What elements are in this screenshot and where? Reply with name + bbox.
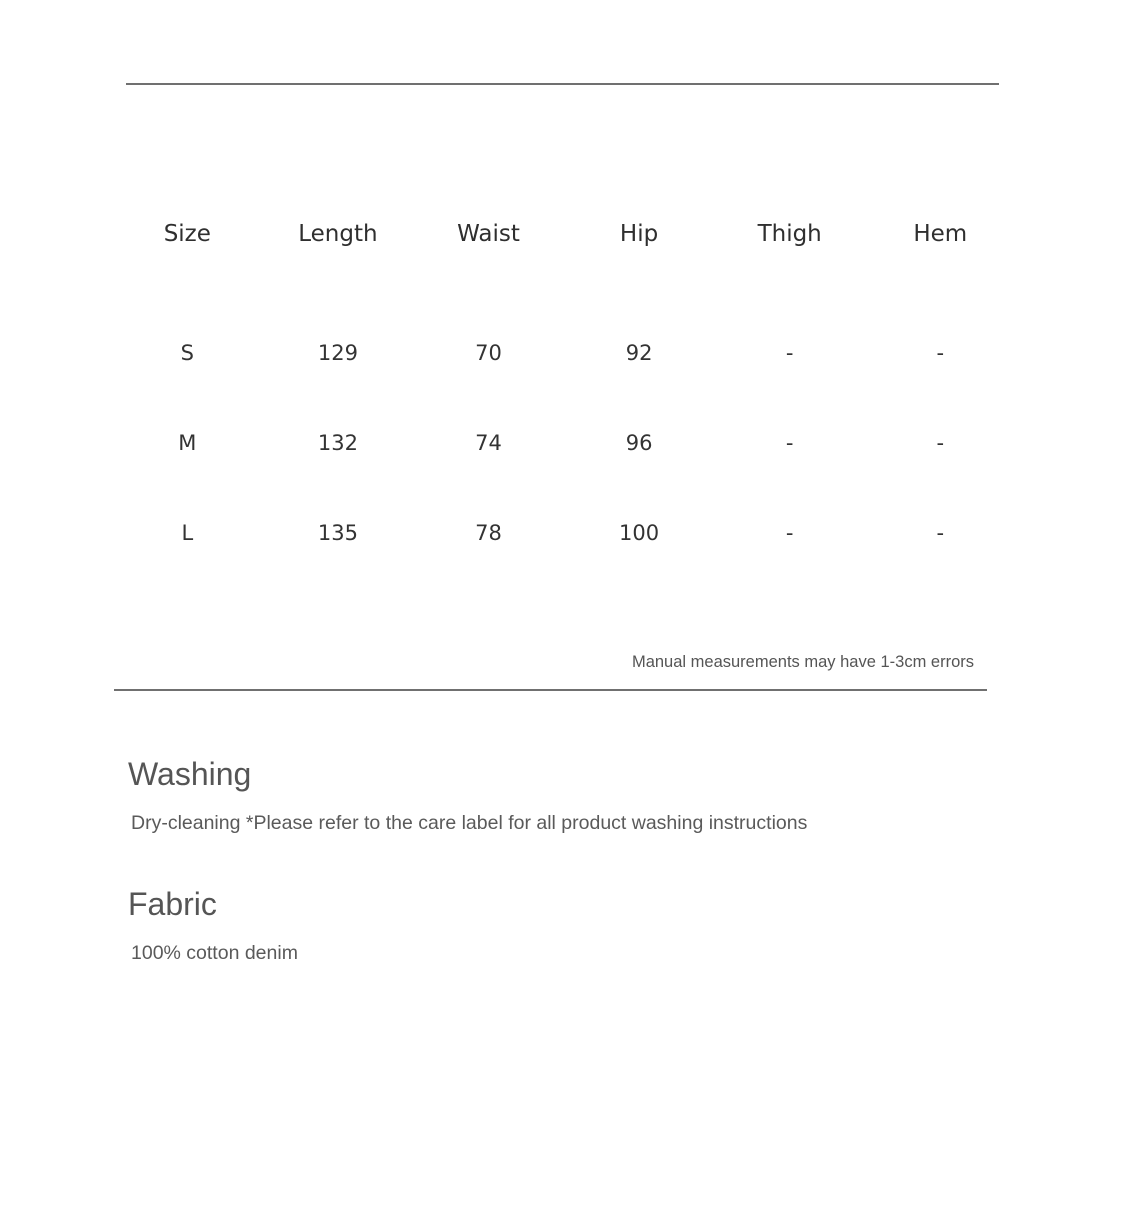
cell-length: 135: [317, 521, 358, 545]
fabric-title: Fabric: [128, 886, 217, 922]
top-divider: [126, 83, 999, 85]
cell-hem: -: [936, 341, 945, 365]
cell-waist: 74: [475, 431, 502, 455]
cell-size: M: [178, 431, 197, 455]
cell-waist: 78: [475, 521, 502, 545]
table-row: [112, 308, 1016, 398]
header-size: Size: [163, 221, 211, 247]
header-hip: Hip: [619, 221, 659, 247]
cell-hem: -: [936, 431, 945, 455]
cell-hip: 92: [625, 341, 653, 365]
washing-title: Washing: [128, 756, 252, 792]
cell-length: 129: [317, 341, 358, 365]
cell-length: 132: [317, 431, 358, 455]
size-chart-table: [112, 200, 1016, 578]
middle-divider: [114, 689, 987, 691]
header-length: Length: [298, 221, 378, 247]
header-thigh: Thigh: [757, 221, 822, 247]
cell-size: L: [181, 521, 194, 545]
cell-hip: 96: [625, 431, 653, 455]
cell-thigh: -: [785, 341, 794, 365]
cell-thigh: -: [785, 521, 794, 545]
header-hem: Hem: [913, 221, 968, 247]
cell-size: S: [180, 341, 194, 365]
table-header-row: [112, 200, 1016, 268]
cell-hip: 100: [619, 521, 660, 545]
header-waist: Waist: [457, 221, 520, 247]
washing-instructions: Dry-cleaning *Please refer to the care label for all product washing instructions: [131, 812, 808, 834]
table-row: [112, 398, 1016, 488]
cell-thigh: -: [785, 431, 794, 455]
table-row: [112, 488, 1016, 578]
cell-waist: 70: [475, 341, 502, 365]
measurement-note: Manual measurements may have 1-3cm errors: [631, 653, 974, 671]
fabric-composition: 100% cotton denim: [131, 942, 298, 964]
cell-hem: -: [936, 521, 945, 545]
